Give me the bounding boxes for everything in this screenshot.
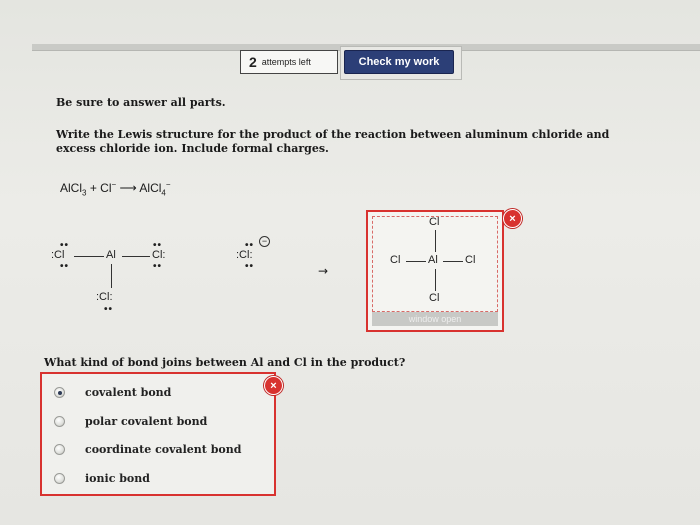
product-cl-top: Cl [429,216,440,228]
question-1-text: Write the Lewis structure for the product of the reaction between aluminum chloride and excess chloride ion. Include formal charges. [56,128,610,155]
reaction-equation [60,180,171,197]
product-cl-left: Cl [390,254,401,266]
question-2-text: What kind of bond joins between Al and Cl in the product? [44,356,406,369]
option-polar-covalent-bond[interactable] [54,411,207,431]
attempts-count: 2 [249,54,257,70]
attempts-label: attempts left [261,57,311,67]
attempts-indicator [240,50,338,74]
bond-line [443,261,463,262]
lone-pair-dots: •• [153,261,163,272]
lone-pair-dots: •• [245,261,255,272]
option-label: ionic bond [85,471,150,485]
option-label: coordinate covalent bond [85,442,242,456]
radio-button[interactable] [54,444,65,455]
check-my-work-button[interactable]: Check my work [344,50,454,74]
bond-line [435,230,436,252]
reactant-chloride: Cl− [100,180,117,195]
lone-pair-dots: •• [153,240,163,251]
option-covalent-bond[interactable] [54,382,171,402]
option-coordinate-covalent-bond[interactable] [54,439,241,459]
radio-button[interactable] [54,473,65,484]
option-label: covalent bond [85,385,172,399]
bond-line [111,264,112,288]
product-al: Al [428,254,438,266]
bond-line [406,261,426,262]
lone-pair-dots: •• [60,261,70,272]
lone-pair-dots: •• [245,240,255,251]
bond-line [74,256,104,257]
option-ionic-bond[interactable] [54,468,150,488]
lone-pair-dots: •• [104,304,114,315]
alcl3-cl-bottom: :Cl: [96,291,113,303]
alcl3-cl-left: :Cl [51,249,65,261]
close-icon[interactable]: × [503,209,522,228]
close-icon[interactable]: × [264,376,283,395]
structure-arrow-icon: → [318,264,329,278]
alcl3-cl-right: Cl: [152,249,166,261]
lone-pair-dots: •• [60,240,70,251]
multiple-choice-group [40,372,276,496]
radio-button[interactable] [54,387,65,398]
bond-line [435,269,436,291]
negative-charge-icon: − [259,236,270,247]
product-cl-right: Cl [465,254,476,266]
radio-button[interactable] [54,416,65,427]
product-cl-bottom: Cl [429,292,440,304]
product-alcl4: AlCl$_4$− [139,180,171,198]
reaction-arrow-icon: ⟶ [119,181,137,195]
option-label: polar covalent bond [85,414,208,428]
window-open-label: window open [372,312,498,326]
instructions: Be sure to answer all parts. [56,96,226,109]
chloride-cl: :Cl: [236,249,253,261]
reactant-alcl3: AlCl$_3$ [60,181,87,198]
alcl3-al: Al [106,249,116,261]
answer-drawing-area[interactable] [366,210,504,332]
bond-line [122,256,150,257]
plus-sign: + [89,181,97,195]
